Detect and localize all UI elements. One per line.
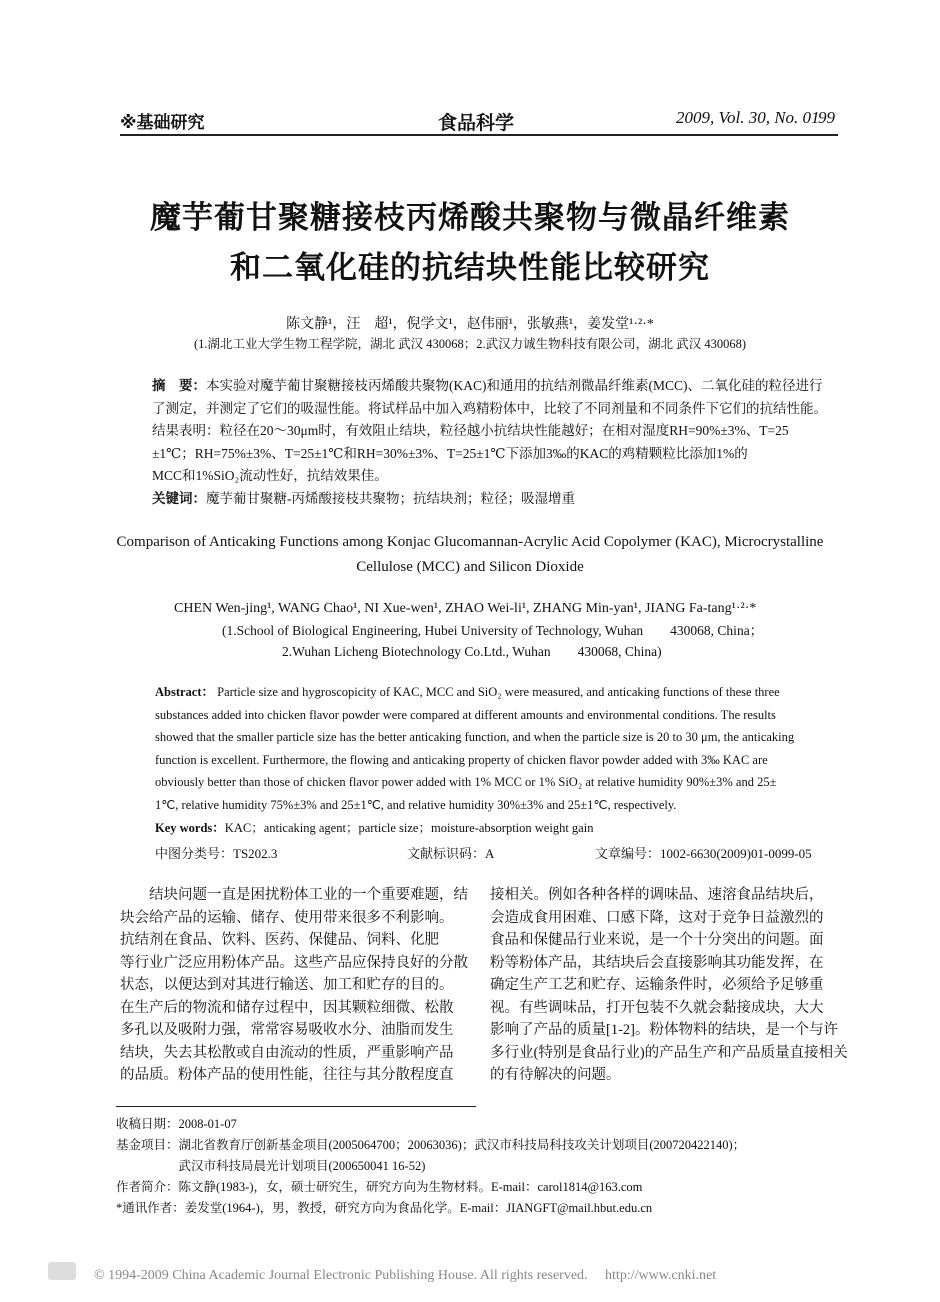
body-line: 等行业广泛应用粉体产品。这些产品应保持良好的分散: [120, 954, 468, 971]
abstract-zh-line: MCC和1%SiO₂流动性好，抗结效果佳。: [152, 468, 388, 483]
section-label: ※基础研究: [120, 113, 205, 133]
body-line: 食品和保健品行业来说，是一个十分突出的问题。面: [490, 932, 824, 948]
keywords-en-label: Key words：: [155, 820, 225, 835]
body-line: 结块问题一直是困扰粉体工业的一个重要难题，结: [120, 887, 468, 903]
abstract-en-line: substances added into chicken flavor powder were compared at different amounts and environmental conditions. The results: [155, 707, 776, 722]
footnote-funding: 基金项目：湖北省教育厅创新基金项目(2005064700；20063036)；武汉市科技局科技攻关计划项目(200720422140)；: [116, 1138, 746, 1152]
abstract-en-line: Particle size and hygroscopicity of KAC, MCC and SiO₂ were measured, and anticaking functions of these three: [217, 685, 780, 699]
issue-info: 2009, Vol. 30, No. 01: [676, 108, 820, 127]
body-line: 的品质。粉体产品的使用性能，往往与其分散程度直: [120, 1067, 454, 1083]
abstract-zh-line: ±1℃；RH=75%±3%、T=25±1℃和RH=30%±3%、T=25±1℃下添加3‰的KAC的鸡精颗粒比添加1%的: [152, 445, 748, 461]
authors-zh: 陈文静¹，汪 超¹，倪学文¹，赵伟丽¹，张敏燕¹，姜发堂¹·²·*: [286, 317, 654, 332]
affiliation-en-line2: 2.Wuhan Licheng Biotechnology Co.Ltd., Wuhan 430068, China): [282, 644, 662, 659]
body-line: 状态，以便达到对其进行输送、加工和贮存的目的。: [120, 977, 454, 993]
footnotes: [116, 1114, 745, 1219]
abstract-zh-label: 摘 要：: [152, 378, 206, 393]
abstract-zh-line: 本实验对魔芋葡甘聚糖接枝丙烯酸共聚物(KAC)和通用的抗结剂微晶纤维素(MCC)、二氧化硅的粒径进行: [206, 378, 823, 393]
title-en-line1: Comparison of Anticaking Functions among Konjac Glucomannan-Acrylic Acid Copolymer (KAC), Microcrystalline: [116, 534, 824, 550]
abstract-en-line: obviously better than those of chicken flavor power added with 1% MCC or 1% SiO₂ at relative humidity 90%±3% and 25±: [155, 775, 777, 790]
body-line: 块会给产品的运输、储存、使用带来很多不利影响。: [120, 909, 454, 926]
body-line: 多孔以及吸附力强，常常容易吸收水分、油脂而发生: [120, 1022, 454, 1038]
footnote-funding-cont: 武汉市科技局晨光计划项目(200650041 16-52): [116, 1159, 426, 1173]
footnote-corresponding: *通讯作者：姜发堂(1964-)，男，教授，研究方向为食品化学。E-mail：JIANGFT@mail.hbut.edu.cn: [116, 1201, 653, 1215]
title-zh-line2: 和二氧化硅的抗结块性能比较研究: [230, 250, 710, 286]
body-line: 会造成食用困难、口感下降，这对于竞争日益激烈的: [490, 909, 824, 926]
footnote-received: 收稿日期：2008-01-07: [116, 1117, 237, 1131]
abstract-en-line: showed that the smaller particle size has the better anticaking function, and when the particle size is 20 to 30 μm, the anticaking: [155, 730, 795, 745]
body-line: 抗结剂在食品、饮料、医药、保健品、饲料、化肥: [120, 932, 439, 948]
body-line: 粉等粉体产品，其结块后会直接影响其功能发挥，在: [490, 954, 824, 971]
journal-name: 食品科学: [438, 112, 515, 134]
footnote-author: 作者简介：陈文静(1983-)，女，硕士研究生，研究方向为生物材料。E-mail：carol1814@163.com: [116, 1180, 643, 1194]
title-en: [0, 530, 940, 580]
cnki-logo-icon: [48, 1262, 76, 1280]
body-line: 的有待解决的问题。: [490, 1067, 621, 1083]
affiliation-zh: (1.湖北工业大学生物工程学院，湖北 武汉 430068；2.武汉力诚生物科技有限公司，湖北 武汉 430068): [193, 337, 747, 351]
body-right-column: [490, 884, 848, 1087]
copyright-notice: © 1994-2009 China Academic Journal Electronic Publishing House. All rights reserved. http://www.cnki.net: [94, 1268, 717, 1283]
abstract-zh-line: 了测定，并测定了它们的吸湿性能。将试样品中加入鸡精粉体中，比较了不同剂量和不同条件下它们的抗结性能。: [152, 400, 827, 416]
keywords-zh-label: 关键词：: [152, 490, 206, 506]
body-line: 影响了产品的质量[1-2]。粉体物料的结块，是一个与许: [490, 1022, 838, 1038]
keywords-en: KAC；anticaking agent；particle size；moisture-absorption weight gain: [224, 820, 594, 835]
body-line: 视。有些调味品，打开包装不久就会黏接成块，大大: [490, 999, 824, 1016]
keywords-zh: 魔芋葡甘聚糖-丙烯酸接枝共聚物；抗结块剂；粒径；吸湿增重: [206, 490, 575, 506]
abstract-zh-line: 结果表明：粒径在20～30μm时，有效阻止结块，粒径越小抗结块性能越好；在相对湿度RH=90%±3%、T=25: [152, 423, 789, 438]
body-line: 在生产后的物流和储存过程中，因其颗粒细微、松散: [120, 999, 454, 1016]
abstract-en-line: function is excellent. Furthermore, the flowing and anticaking property of chicken flavor powder added with 3‰ KAC are: [155, 752, 768, 767]
title-zh-line1: 魔芋葡甘聚糖接枝丙烯酸共聚物与微晶纤维素: [150, 200, 790, 236]
abstract-en-line: 1℃, relative humidity 75%±3% and 25±1℃, and relative humidity 30%±3% and 25±1℃, respectively.: [155, 797, 677, 812]
body-left-column: [120, 884, 468, 1087]
affiliation-en: [222, 620, 763, 662]
affiliation-en-line1: (1.School of Biological Engineering, Hubei University of Technology, Wuhan 430068, China；: [222, 623, 764, 638]
header-rule: [120, 134, 838, 136]
footnote-rule: [116, 1106, 476, 1107]
article-number: 文章编号：1002-6630(2009)01-0099-05: [595, 846, 812, 861]
title-en-line2: Cellulose (MCC) and Silicon Dioxide: [356, 559, 584, 575]
abstract-zh: [152, 375, 827, 510]
body-line: 确定生产工艺和贮存、运输条件时，必须给予足够重: [490, 977, 824, 993]
abstract-en: [155, 681, 794, 839]
authors-en: CHEN Wen-jing¹, WANG Chao¹, NI Xue-wen¹, ZHAO Wei-li¹, ZHANG Min-yan¹, JIANG Fa-tang¹·²·*: [174, 601, 757, 616]
clc-number: 中图分类号：TS202.3: [155, 846, 278, 861]
page-number: 99: [818, 108, 835, 127]
body-line: 接相关。例如各种各样的调味品、速溶食品结块后，: [490, 887, 824, 903]
abstract-en-label: Abstract：: [155, 685, 215, 699]
body-line: 结块，失去其松散或自由流动的性质，严重影响产品: [120, 1044, 454, 1061]
body-line: 多行业(特别是食品行业)的产品生产和产品质量直接相关: [490, 1044, 848, 1061]
document-code: 文献标识码：A: [407, 846, 495, 861]
